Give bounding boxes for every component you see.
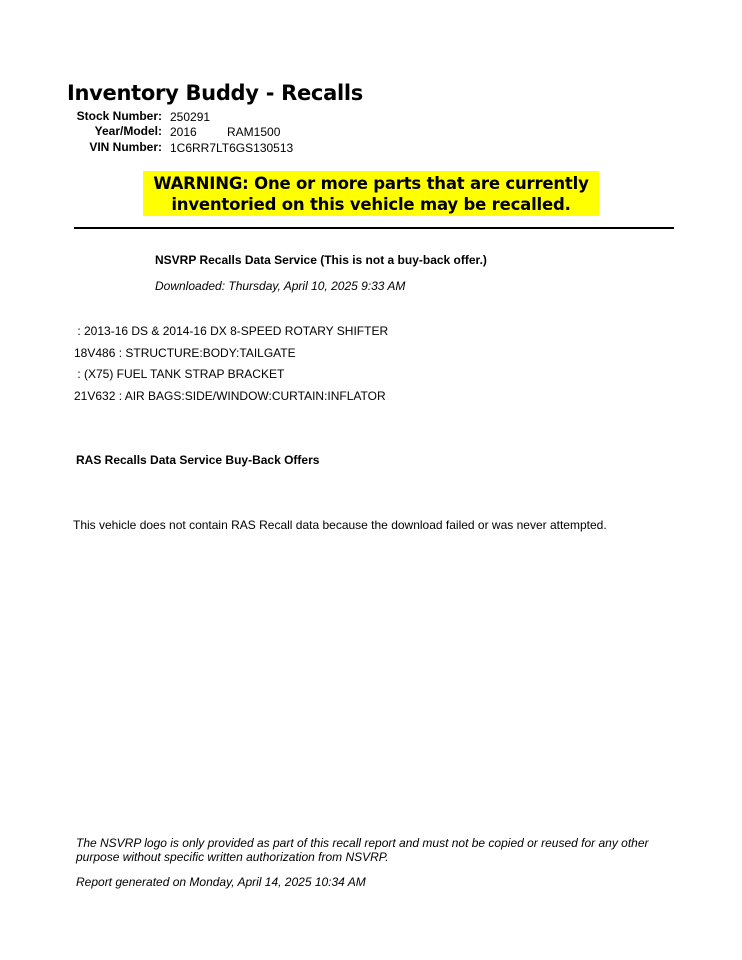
vin-number-value: 1C6RR7LT6GS130513 [170,141,294,155]
year-value: 2016 [170,125,197,139]
recall-item: : (X75) FUEL TANK STRAP BRACKET [74,367,285,381]
nsvrp-heading: NSVRP Recalls Data Service (This is not a buy-back offer.) [155,253,487,267]
stock-number-label: Stock Number: [76,109,162,123]
ras-heading: RAS Recalls Data Service Buy-Back Offers [76,453,320,467]
recall-item: : 2013-16 DS & 2014-16 DX 8-SPEED ROTARY SHIFTER [74,324,389,338]
footer-disclaimer: The NSVRP logo is only provided as part of this recall report and must not be copied or reused for any other purpose without specific written authorization from NSVRP. [76,836,649,864]
ras-message: This vehicle does not contain RAS Recall data because the download failed or was never attempted. [73,518,607,532]
stock-number-value: 250291 [170,110,211,124]
report-generated-date: Report generated on Monday, April 14, 2025 10:34 AM [76,875,366,889]
warning-text: WARNING: One or more parts that are currently inventoried on this vehicle may be recalled. [153,173,589,214]
page-title: Inventory Buddy - Recalls [67,81,363,105]
nsvrp-downloaded-date: Downloaded: Thursday, April 10, 2025 9:33 AM [155,279,406,293]
warning-banner [143,171,599,216]
recall-item: 18V486 : STRUCTURE:BODY:TAILGATE [74,346,296,360]
year-model-label: Year/Model: [94,124,162,138]
recall-item: 21V632 : AIR BAGS:SIDE/WINDOW:CURTAIN:INFLATOR [74,389,386,403]
vin-number-label: VIN Number: [89,140,162,154]
section-divider [74,227,674,229]
model-value: RAM1500 [227,125,281,139]
